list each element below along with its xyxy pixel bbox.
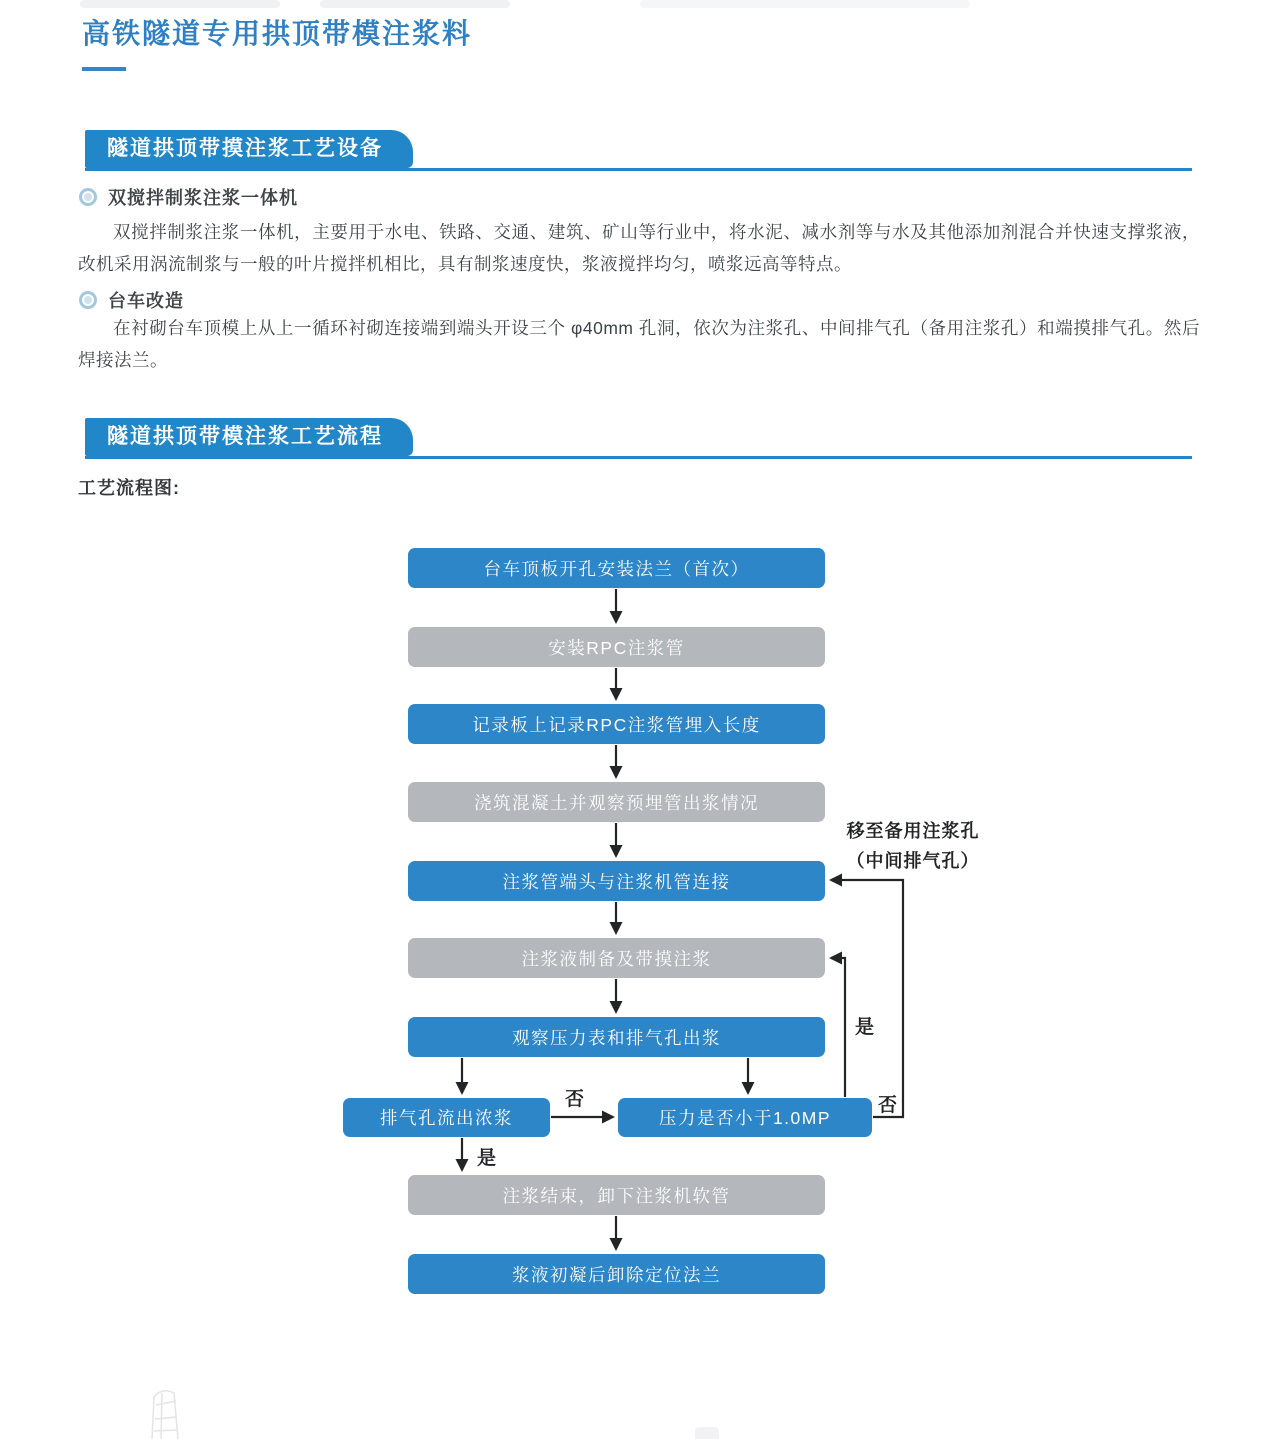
flowchart-caption: 工艺流程图: bbox=[78, 478, 180, 498]
feedback-arrow-9-5-no bbox=[831, 880, 903, 1117]
bullet-heading-mixer: 双搅拌制浆注浆一体机 bbox=[108, 188, 298, 208]
flow-node-drill-flange: 台车顶板开孔安装法兰（首次） bbox=[408, 548, 825, 588]
flow-node-observe-pressure: 观察压力表和排气孔出浆 bbox=[408, 1017, 825, 1057]
edge-label-vent-yes: 是 bbox=[477, 1148, 497, 1169]
flow-node-pressure-check: 压力是否小于1.0MP bbox=[618, 1098, 872, 1137]
bullet-item-mixer bbox=[79, 184, 298, 210]
bullet-heading-trolley: 台车改造 bbox=[108, 291, 184, 311]
section-banner-process bbox=[85, 418, 1192, 459]
cutoff-text-fragment bbox=[80, 0, 280, 8]
ring-bullet-icon bbox=[79, 291, 97, 309]
feedback-annotation-line2: （中间排气孔） bbox=[846, 851, 980, 871]
building-watermark-icon bbox=[138, 1383, 202, 1439]
feedback-arrow-9-6-yes bbox=[831, 958, 845, 1097]
feedback-annotation bbox=[820, 816, 1006, 876]
flow-node-finish-remove-hose: 注浆结束，卸下注浆机软管 bbox=[408, 1175, 825, 1215]
paragraph-mixer: 双搅拌制浆注浆一体机，主要用于水电、铁路、交通、建筑、矿山等行业中，将水泥、减水剂等与水及其他添加剂混合并快速支撑浆液，改机采用涡流制浆与一般的叶片搅拌机相比，具有制浆速度快，浆液搅拌均匀，喷浆远高等特点。 bbox=[78, 222, 1200, 274]
ring-bullet-icon bbox=[79, 188, 97, 206]
flow-node-record-length: 记录板上记录RPC注浆管埋入长度 bbox=[408, 704, 825, 744]
banner-label-equipment: 隧道拱顶带摸注浆工艺设备 bbox=[85, 130, 413, 168]
page-title: 高铁隧道专用拱顶带模注浆料 bbox=[82, 18, 473, 49]
banner-label-process: 隧道拱顶带模注浆工艺流程 bbox=[85, 418, 413, 456]
paragraph-trolley: 在衬砌台车顶模上从上一循环衬砌连接端到端头开设三个 φ40mm 孔洞，依次为注浆孔、中间排气孔（备用注浆孔）和端摸排气孔。然后焊接法兰。 bbox=[78, 318, 1200, 370]
feedback-annotation-line1: 移至备用注浆孔 bbox=[846, 821, 980, 841]
flow-node-prepare-grout: 注浆液制备及带摸注浆 bbox=[408, 938, 825, 978]
section-banner-equipment bbox=[85, 130, 1192, 171]
bullet-item-trolley bbox=[79, 287, 184, 313]
cutoff-bottom-fragment bbox=[695, 1427, 719, 1439]
flow-node-connect-machine: 注浆管端头与注浆机管连接 bbox=[408, 861, 825, 901]
cutoff-text-fragment bbox=[640, 0, 970, 8]
title-underline bbox=[82, 67, 126, 71]
edge-label-vent-no: 否 bbox=[565, 1089, 585, 1110]
cutoff-text-fragment bbox=[320, 0, 510, 8]
flow-node-remove-flange: 浆液初凝后卸除定位法兰 bbox=[408, 1254, 825, 1294]
edge-label-pressure-yes: 是 bbox=[855, 1017, 875, 1038]
edge-label-pressure-no: 否 bbox=[878, 1095, 898, 1116]
flow-node-vent-thick-grout: 排气孔流出浓浆 bbox=[343, 1098, 550, 1137]
flow-node-install-rpc-pipe: 安装RPC注浆管 bbox=[408, 627, 825, 667]
flow-node-pour-concrete: 浇筑混凝土并观察预埋管出浆情况 bbox=[408, 782, 825, 822]
